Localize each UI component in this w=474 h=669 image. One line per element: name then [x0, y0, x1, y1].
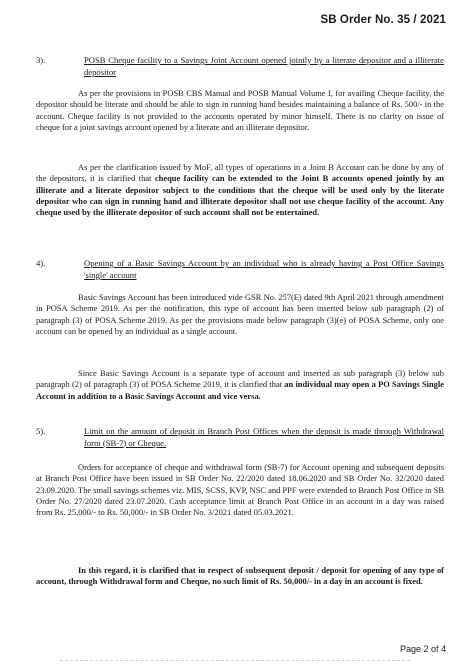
paragraph: As per the provisions in POSB CBS Manual and POSB Manual Volume I, for availing Cheque facility, the depositor should be literate and should be able to sign in running hand besides maintaining a balance of Rs. 500/- in the account. Cheque facility is not provided to the accounts operated by minor himself. There is no clarity on issue of cheque for a joint savings account opened by a literate and an illiterate depositor.: [36, 88, 444, 132]
section-title: POSB Cheque facility to a Savings Joint Account opened jointly by a literate depositor and a illiterate depositor: [84, 55, 444, 77]
paragraph-emphasis: cheque facility can be extended to the Joint B accounts opened jointly by an illiterate and a literate depositor subject to the conditions that the cheque will be used only by the literate depositor who can sign in running hand and illiterate depositor shall not use cheque facility of the account. Any cheque used by the illiterate depositor of such account shall not be entertained.: [36, 173, 444, 218]
paragraph-emphasis: an individual may open a PO Savings Single Account in addition to a Basic Savings Account and vice versa.: [36, 379, 444, 401]
section-title: Opening of a Basic Savings Account by an individual who is already having a Post Office Savings 'single' account: [84, 258, 444, 280]
paragraph: [36, 368, 444, 402]
order-number: SB Order No. 35 / 2021: [320, 14, 446, 26]
footer-rule: [60, 660, 410, 661]
section-title: Limit on the amount of deposit in Branch Post Offices when the deposit is made through Withdrawal form (SB-7) or Cheque.: [84, 426, 444, 448]
section-number: 5).: [36, 426, 46, 436]
page-number: Page 2 of 4: [399, 644, 446, 654]
section-number: 4).: [36, 258, 46, 268]
paragraph-emphasis: In this regard, it is clarified that in respect of subsequent deposit / deposit for opening of any type of account, through Withdrawal form and Cheque, no such limit of Rs. 50,000/- in a day in an account is fixed.: [36, 565, 444, 587]
paragraph: [36, 565, 444, 588]
section-number: 3).: [36, 55, 46, 65]
paragraph: Basic Savings Account has been introduced vide GSR No. 257(E) dated 9th April 2021 through amendment in POSA Scheme 2019. As per the notification, this type of account has been inserted below sub paragraph (2) of paragraph (3) of POSA Scheme 2019. As per the provisions made below paragraph (3)(e) of POSA Scheme, only one account can be opened by an individual as a single account.: [36, 292, 444, 336]
paragraph: [36, 162, 444, 218]
paragraph-text: As per the clarification issued by MoF, all types of operations in a Joint B Account can be done by any of the depositors, it is clarified that: [36, 162, 444, 184]
paragraph-text: Since Basic Savings Account is a separate type of account and inserted as sub paragraph (3) below sub paragraph (2) of paragraph (3) of POSA Scheme 2019, it is clarified that: [36, 368, 444, 390]
paragraph: Orders for acceptance of cheque and withdrawal form (SB-7) for Account opening and subsequent deposits at Branch Post Office have been issued in SB Order No. 22/2020 dated 18.06.2020 and SB Order No. 32/2020 dated 23.09.2020. The small savings schemes viz. MIS, SCSS, KVP, NSC and PPF were extended to Branch Post Office in SB Order No. 27/2020 dated 23.07.2020. Cash acceptance limit at Branch Post Office in an account in a day was raised from Rs. 25,000/- to Rs. 50,000/- in SB Order No. 3/2021 dated 05.03.2021.: [36, 462, 444, 518]
